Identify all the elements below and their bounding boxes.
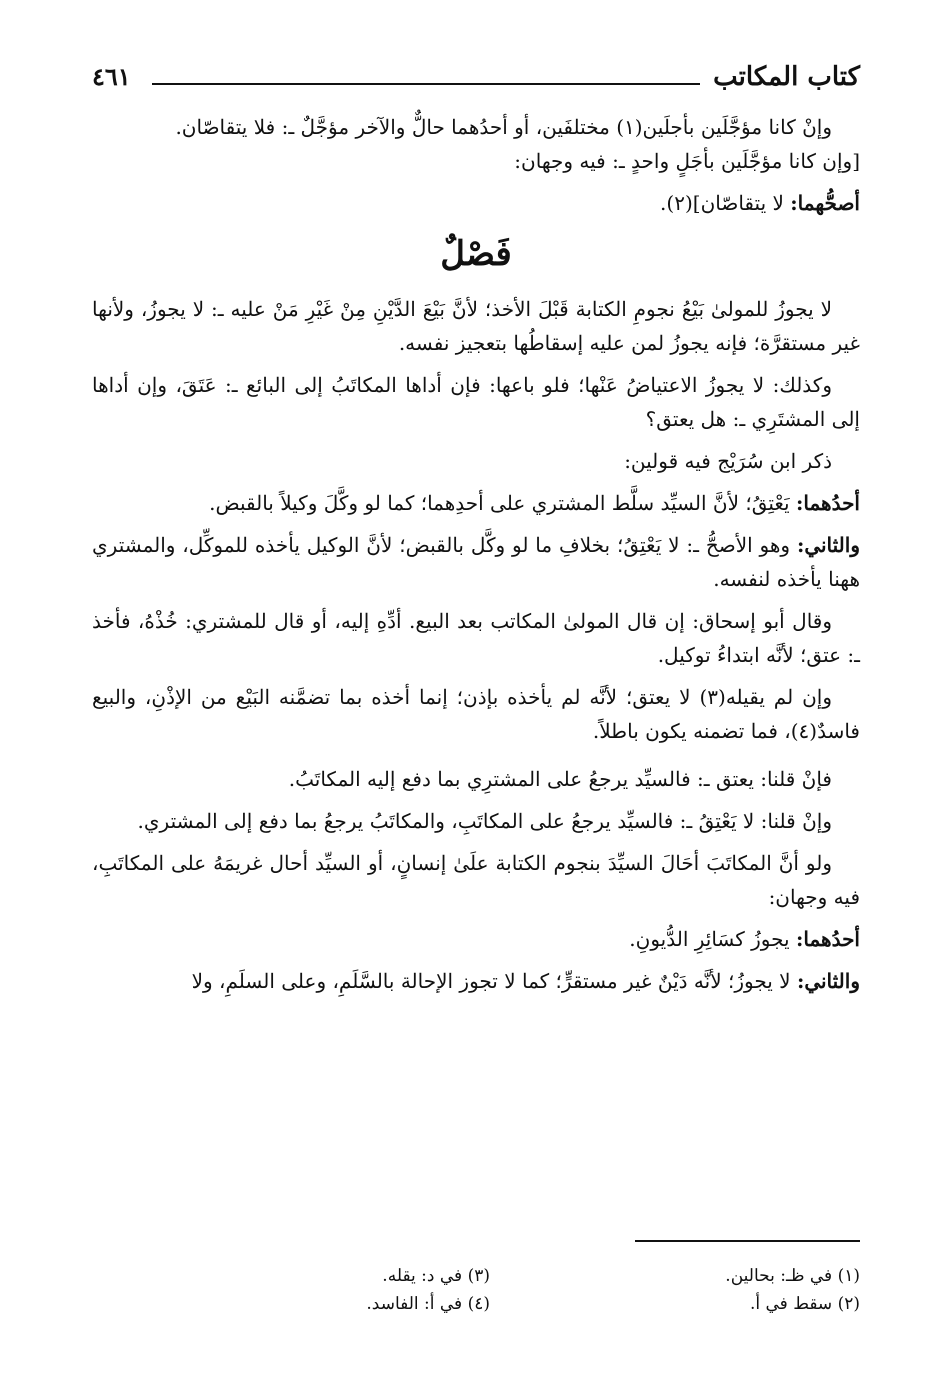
footnote-rule — [635, 1240, 860, 1242]
paragraph-15-text: لا يجوزُ؛ لأنَّه دَيْنٌ غير مستقرٍّ؛ كما لا تجوز الإحالة بالسَّلَمِ، وعلى السلَمِ، ولا — [191, 969, 797, 993]
running-title: كتاب المكاتب — [713, 62, 860, 92]
paragraph-2: [وإن كانا مؤجَّلَين بأجَلٍ واحدٍ ـ: فيه وجهان: — [514, 149, 860, 173]
term-second-view: والثاني: — [796, 969, 860, 993]
section-heading: فَصْلٌ — [440, 234, 512, 274]
paragraph-4: لا يجوزُ للمولىٰ بَيْعُ نجومِ الكتابة قَبْلَ الأخذ؛ لأنَّ بَيْعَ الدَّيْنِ مِنْ غَيْرِ مَنْ عليه ـ: لا يجوزُ، ولأنها غير مستقرَّة؛ فإنه يجوزُ لمن عليه إسقاطُها بتعجيز نفسه. — [92, 297, 860, 355]
header-rule — [152, 83, 700, 85]
page-header — [92, 62, 860, 102]
footnote-3: (٣) في د: يقله. — [382, 1266, 490, 1286]
term-asahhuhuma: أصحُّهما: — [790, 191, 860, 215]
paragraph-8-text: وهو الأصحُّ ـ: لا يَعْتِقُ؛ بخلافِ ما لو وكَّل بالقبض؛ لأنَّ الوكيل يأخذه للموكِّل، والمشتري ههنا يأخذه لنفسه. — [92, 533, 860, 591]
paragraph-6: ذكر ابن سُرَيْج فيه قولين: — [624, 449, 832, 473]
paragraph-10: وإن لم يقيله(٣) لا يعتق؛ لأنَّه لم يأخذه بإذن؛ إنما أخذه بما تضمَّنه البَيْع من الإذْنِ، والبيع فاسدٌ(٤)، فما تضمنه يكون باطلاً. — [92, 685, 860, 743]
paragraph-14 — [92, 922, 860, 956]
paragraph-9: وقال أبو إسحاق: إن قال المولىٰ المكاتب بعد البيع. أدِّهِ إليه، أو قال للمشتري: خُذْهُ، فأخذ ـ: عتق؛ لأنَّه ابتداءُ توكيل. — [92, 609, 860, 667]
paragraph-8 — [92, 528, 860, 596]
footnote-4: (٤) في أ: الفاسد. — [366, 1294, 490, 1314]
footnote-1: (١) في ظـ: بحالين. — [725, 1266, 860, 1286]
footnotes-left-column — [190, 1262, 490, 1318]
paragraph-7 — [92, 486, 860, 520]
term-second-opinion: والثاني: — [796, 533, 860, 557]
paragraph-5: وكذلك: لا يجوزُ الاعتياضُ عَنْها؛ فلو باعها: فإن أداها المكاتَبُ إلى البائع ـ: عَتَقَ، وإن أداها إلى المشتَرِي ـ: هل يعتق؟ — [92, 373, 860, 431]
term-first-view: أحدُهما: — [795, 927, 860, 951]
page-body — [92, 110, 860, 998]
paragraph-11: فإنْ قلنا: يعتق ـ: فالسيِّد يرجعُ على المشترِي بما دفع إليه المكاتَبُ. — [288, 767, 832, 791]
paragraph-12: وإنْ قلنا: لا يَعْتِقُ ـ: فالسيِّد يرجعُ على المكاتَبِ، والمكاتَبُ يرجعُ بما دفع إلى المشتري. — [137, 809, 832, 833]
paragraph-3-text: لا يتقاصّان](٢). — [660, 191, 791, 215]
paragraph-13: ولو أنَّ المكاتَبَ أحَالَ السيِّدَ بنجوم الكتابة علَىٰ إنسانٍ، أو السيِّد أحال غريمَهُ على المكاتَبِ، فيه وجهان: — [92, 851, 860, 909]
footnotes-right-column — [560, 1262, 860, 1318]
term-first-opinion: أحدُهما: — [795, 491, 860, 515]
paragraph-7-text: يَعْتِقُ؛ لأنَّ السيِّد سلَّط المشتري على أحدِهما؛ كما لو وكَّلَ وكيلاً بالقبض. — [209, 491, 796, 515]
paragraph-14-text: يجوزُ كسَائِرِ الدُّيونِ. — [629, 927, 796, 951]
paragraph-1: وإنْ كانا مؤجَّلَين بأجلَين(١) مختلفَين، أو أحدُهما حالٌّ والآخر مؤجَّلٌ ـ: فلا يتقاصّان. — [175, 115, 832, 139]
footnote-2: (٢) سقط في أ. — [749, 1294, 860, 1314]
page-number: ٤٦١ — [92, 62, 131, 91]
paragraph-15 — [92, 964, 860, 998]
paragraph-3 — [92, 186, 860, 220]
